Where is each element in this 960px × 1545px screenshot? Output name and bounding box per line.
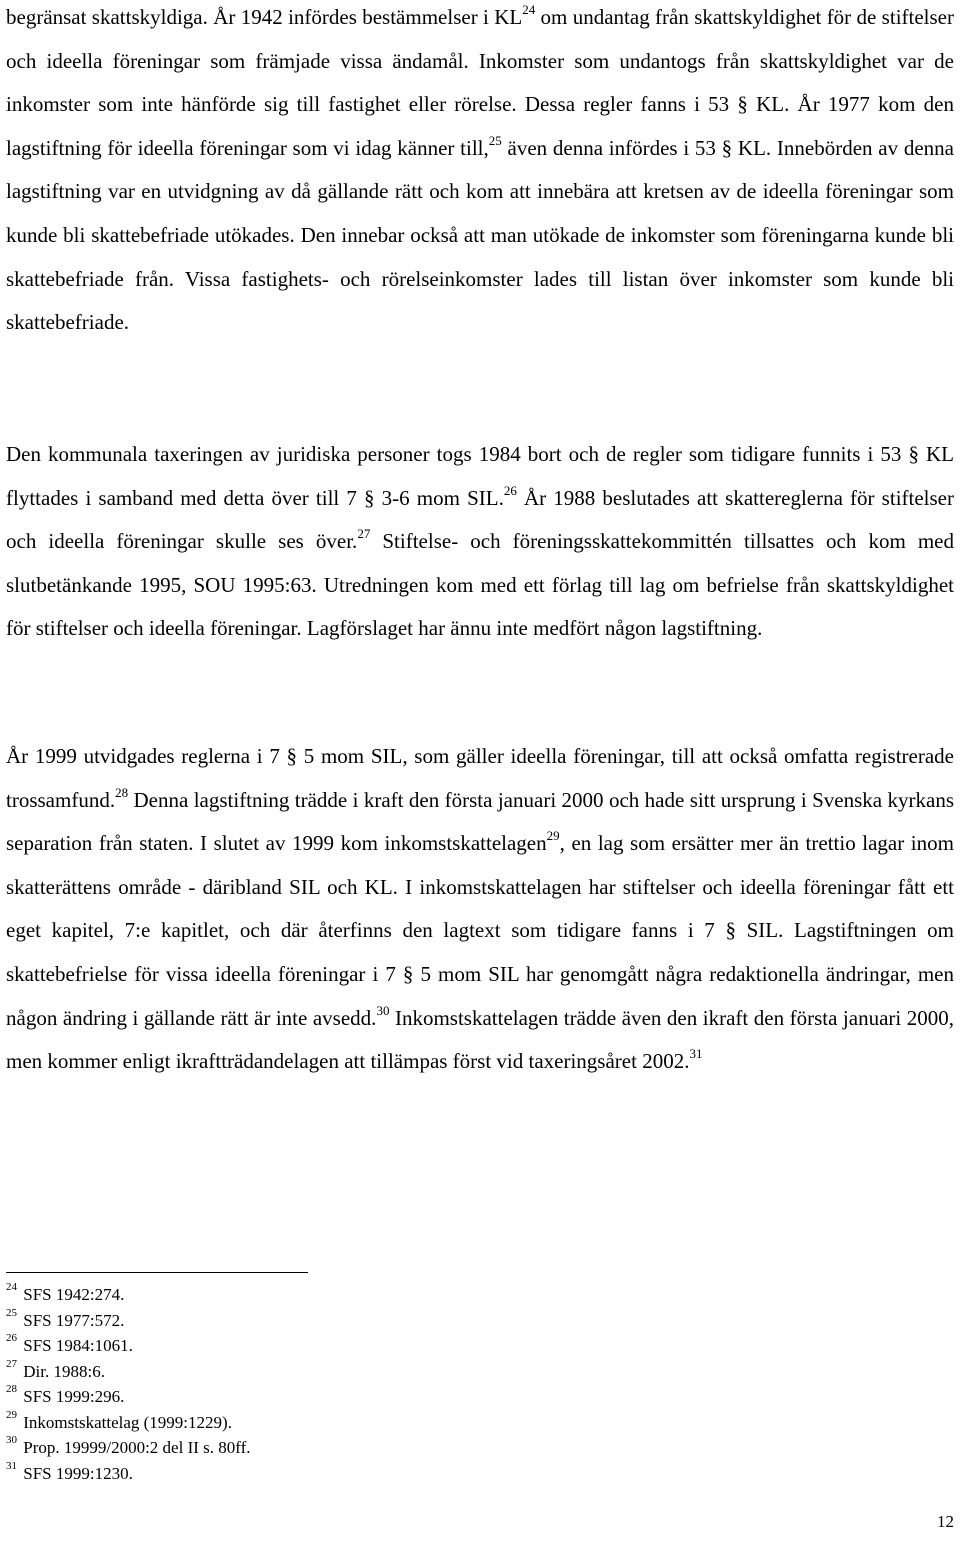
footnote-reference[interactable]: 28	[115, 784, 129, 800]
footnote-text: SFS 1999:1230.	[23, 1463, 133, 1483]
footnote-reference[interactable]: 25	[488, 132, 502, 148]
footnote-separator	[6, 1272, 308, 1273]
footnote-number: 25	[6, 1306, 17, 1319]
paragraph-text: begränsat skattskyldiga. År 1942 infördes bestämmelser i KL	[6, 5, 523, 29]
paragraph-text: , en lag som ersätter mer än trettio lagar inom skatterättens område - däribland SIL och KL. I inkomstskattelagen har stiftelser och ideella föreningar fått ett eget kapitel, 7:e kapitlet, och där återfinns den lagtext som tidigare fanns i 7 § SIL. Lagstiftningen om skattebefrielse för vissa ideella föreningar i 7 § 5 mom SIL har genomgått några redaktionella ändringar, men någon ändring i gällande rätt är inte avsedd.	[6, 831, 954, 1030]
footnote-number: 28	[6, 1383, 17, 1396]
footnote-reference[interactable]: 29	[546, 828, 560, 844]
footnote	[6, 1282, 606, 1308]
footnote-text: SFS 1977:572.	[23, 1310, 125, 1330]
paragraph-text: Denna lagstiftning trädde i kraft den första januari 2000 och hade sitt ursprung i Svenska kyrkans separation från staten. I slutet av 1999 kom inkomstskattelagen	[6, 787, 954, 856]
page-number: 12	[937, 1512, 954, 1531]
paragraph-text: Inkomstskattelagen trädde även den ikraft den första januari 2000, men kommer enligt ikraftträdandelagen att tillämpas först vid taxeringsåret 2002.	[6, 1005, 955, 1074]
paragraph-text: År 1988 beslutades att skattereglerna för stiftelser och ideella föreningar skulle ses över.	[6, 485, 954, 554]
paragraph-text: År 1999 utvidgades reglerna i 7 § 5 mom SIL, som gäller ideella föreningar, till att också omfatta registrerade trossamfund.	[6, 744, 954, 812]
document-page	[6, 0, 954, 1545]
footnote	[6, 1461, 606, 1487]
paragraph-text: Den kommunala taxeringen av juridiska personer togs 1984 bort och de regler som tidigare funnits i 53 § KL flyttades i samband med detta över till 7 § 3-6 mom SIL.	[6, 442, 954, 510]
footnote-text: Dir. 1988:6.	[23, 1361, 105, 1381]
paragraph-2	[6, 433, 954, 651]
footnote-number: 26	[6, 1332, 17, 1345]
footnote-reference[interactable]: 24	[522, 2, 536, 17]
paragraph-text: Stiftelse- och föreningsskattekommittén tillsattes och kom med slutbetänkande 1995, SOU 1995:63. Utredningen kom med ett förlag till lag om befrielse från skattskyldighet för stiftelser och ideella föreningar. Lagförslaget har ännu inte medfört någon lagstiftning.	[6, 529, 955, 641]
footnote-reference[interactable]: 30	[376, 1002, 390, 1018]
footnote	[6, 1435, 606, 1461]
paragraph-1	[6, 0, 954, 345]
footnote-number: 24	[6, 1281, 17, 1294]
paragraph-text: även denna infördes i 53 § KL. Innebörden av denna lagstiftning var en utvidgning av då gällande rätt och kom att innebära att kretsen av de ideella föreningar som kunde bli skattebefriade utökades. Den innebar också att man utökade de inkomster som föreningarna kunde bli skattebefriade från. Vissa fastighets- och rörelseinkomster lades till listan över inkomster som kunde bli skattebefriade.	[6, 135, 954, 335]
footnote-list	[6, 1282, 606, 1486]
footnote	[6, 1359, 606, 1385]
footnote-number: 29	[6, 1408, 17, 1421]
footnote	[6, 1333, 606, 1359]
footnote-reference[interactable]: 31	[689, 1046, 703, 1062]
footnote-reference[interactable]: 26	[503, 482, 517, 498]
paragraph-3	[6, 735, 954, 1084]
footnote	[6, 1410, 606, 1436]
footnote-text: SFS 1999:296.	[23, 1387, 125, 1406]
footnote-number: 27	[6, 1357, 17, 1370]
footnote-text: SFS 1942:274.	[23, 1285, 125, 1304]
footnote-number: 31	[6, 1459, 17, 1472]
footnote-reference[interactable]: 27	[357, 526, 371, 542]
footnote-text: Inkomstskattelag (1999:1229).	[23, 1412, 232, 1432]
paragraph-text: om undantag från skattskyldighet för de stiftelser och ideella föreningar som främjade vissa ändamål. Inkomster som undantogs från skattskyldighet var de inkomster som inte hänförde sig till fastighet eller rörelse. Dessa regler fanns i 53 § KL. År 1977 kom den lagstiftning för ideella föreningar som vi idag känner till,	[6, 5, 954, 160]
footnote-text: Prop. 19999/2000:2 del II s. 80ff.	[23, 1438, 251, 1457]
footnote-number: 30	[6, 1434, 17, 1447]
footnote	[6, 1308, 606, 1334]
footnote	[6, 1384, 606, 1410]
footnote-text: SFS 1984:1061.	[23, 1336, 133, 1355]
